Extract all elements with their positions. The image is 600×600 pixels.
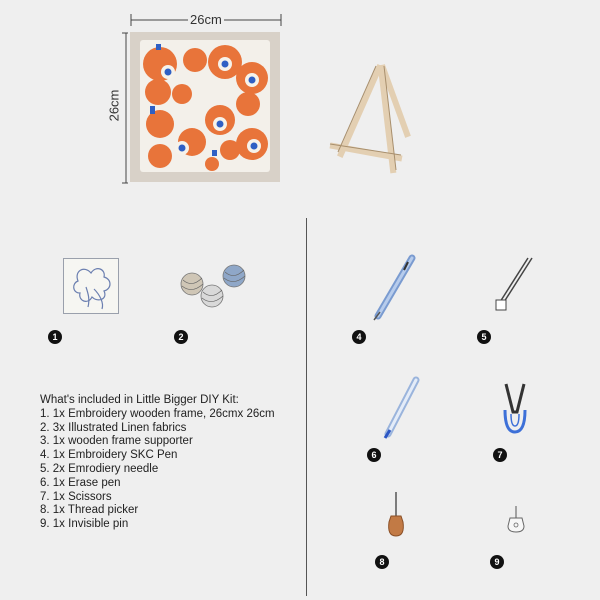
width-label: 26cm: [190, 12, 222, 27]
list-item: 8. 1x Thread picker: [40, 504, 139, 517]
item-number-8: 8: [375, 555, 389, 569]
list-item: 9. 1x Invisible pin: [40, 518, 129, 531]
list-item: 1. 1x Embroidery wooden frame, 26cmx 26cm: [40, 407, 275, 420]
item-number-9: 9: [490, 555, 504, 569]
list-item: 4. 1x Embroidery SKC Pen: [40, 449, 178, 462]
item-number-4: 4: [352, 330, 366, 344]
height-label: 26cm: [106, 89, 122, 122]
embroidery-pen-icon: [372, 252, 422, 322]
list-item: 2. 3x Illustrated Linen fabrics: [40, 421, 187, 434]
thread-picker-icon: [383, 490, 409, 540]
list-item: 3. 1x wooden frame supporter: [40, 435, 193, 448]
height-dimension: [106, 32, 128, 184]
list-item: 7. 1x Scissors: [40, 490, 112, 503]
item-number-7: 7: [493, 448, 507, 462]
item-number-2: 2: [174, 330, 188, 344]
item-number-1: 1: [48, 330, 62, 344]
yarn-balls-icon: [178, 262, 248, 312]
erase-pen-icon: [380, 376, 424, 440]
embroidery-needle-icon: [494, 256, 538, 316]
invisible-pin-icon: [504, 504, 528, 536]
item-number-6: 6: [367, 448, 381, 462]
item-number-5: 5: [477, 330, 491, 344]
width-dimension: [130, 12, 282, 28]
easel-icon: [327, 62, 417, 177]
kit-heading: What's included in Little Bigger DIY Kit:: [40, 394, 239, 406]
kit-contents: [40, 394, 275, 532]
list-item: 6. 1x Erase pen: [40, 476, 121, 489]
flower-rug-icon: [130, 32, 280, 182]
linen-fabric-icon: [64, 259, 118, 313]
scissors-icon: [500, 380, 530, 436]
list-item: 5. 2x Emrodiery needle: [40, 462, 159, 475]
vertical-divider: [306, 218, 307, 596]
rug-product-image: [130, 32, 280, 182]
linen-fabric-image: [63, 258, 119, 314]
